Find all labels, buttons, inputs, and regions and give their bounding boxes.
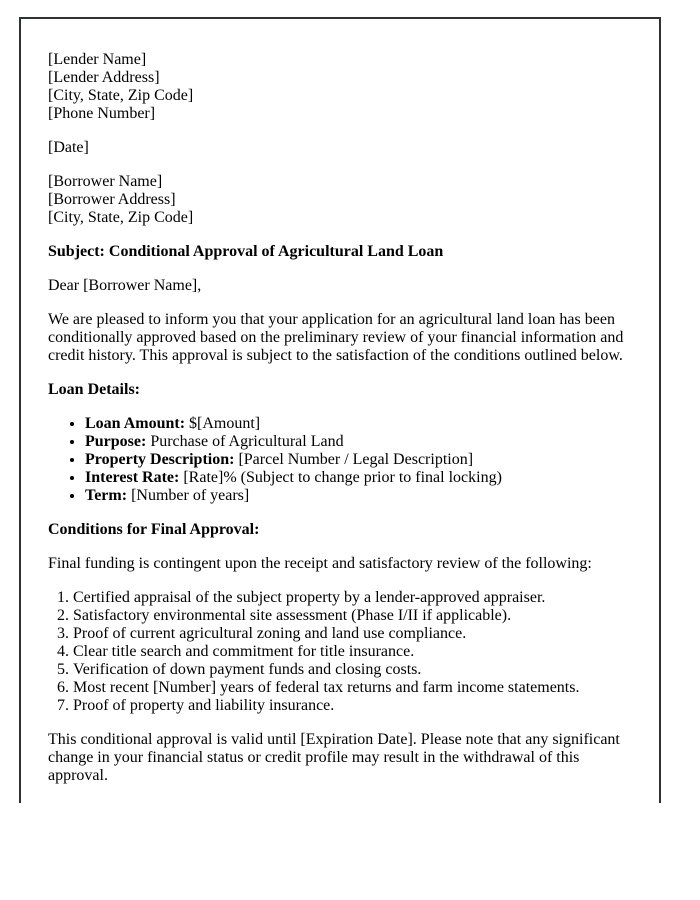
condition-item: 2. Satisfactory environmental site assessment (Phase I/II if applicable).	[73, 607, 630, 625]
loan-detail-value: [Parcel Number / Legal Description]	[238, 451, 474, 468]
loan-detail-item-term	[85, 487, 630, 505]
condition-item: 4. Clear title search and commitment for title insurance.	[73, 643, 630, 661]
loan-detail-value: Purchase of Agricultural Land	[150, 433, 344, 450]
conditions-list	[48, 589, 630, 715]
lender-address-line: [Lender Address]	[48, 69, 160, 86]
condition-item: 3. Proof of current agricultural zoning and land use compliance.	[73, 625, 630, 643]
loan-details-heading: Loan Details:	[48, 381, 140, 398]
loan-details-list	[48, 415, 630, 505]
loan-detail-label: Loan Amount:	[85, 415, 186, 432]
intro-paragraph: We are pleased to inform you that your application for an agricultural land loan has been conditionally approved based on the preliminary review of your financial information and credit history. This approval is subject to the satisfaction of the conditions outlined below.	[48, 311, 624, 364]
lender-phone-line: [Phone Number]	[48, 105, 156, 122]
conditions-heading: Conditions for Final Approval:	[48, 521, 260, 538]
loan-detail-item-property-description	[85, 451, 630, 469]
loan-detail-item-amount	[85, 415, 630, 433]
borrower-address-line: [Borrower Address]	[48, 191, 176, 208]
condition-item: 5. Verification of down payment funds and closing costs.	[73, 661, 630, 679]
loan-detail-label: Interest Rate:	[85, 469, 180, 486]
loan-detail-item-purpose	[85, 433, 630, 451]
loan-detail-value: [Number of years]	[131, 487, 250, 504]
lender-city-state-zip-line: [City, State, Zip Code]	[48, 87, 194, 104]
condition-item: 7. Proof of property and liability insurance.	[73, 697, 630, 715]
loan-detail-label: Term:	[85, 487, 128, 504]
loan-detail-value: [Rate]% (Subject to change prior to final locking)	[183, 469, 502, 486]
condition-item: 6. Most recent [Number] years of federal tax returns and farm income statements.	[73, 679, 630, 697]
lender-address-block	[48, 51, 630, 123]
borrower-name-line: [Borrower Name]	[48, 173, 163, 190]
loan-detail-value: $[Amount]	[189, 415, 261, 432]
condition-item: 1. Certified appraisal of the subject property by a lender-approved appraiser.	[73, 589, 630, 607]
conditions-intro: Final funding is contingent upon the receipt and satisfactory review of the following:	[48, 555, 592, 572]
borrower-address-block	[48, 173, 630, 227]
validity-paragraph: This conditional approval is valid until [Expiration Date]. Please note that any significant change in your financial status or credit profile may result in the withdrawal of this approval.	[48, 731, 620, 784]
loan-detail-label: Property Description:	[85, 451, 235, 468]
salutation: Dear [Borrower Name],	[48, 277, 202, 294]
borrower-city-state-zip-line: [City, State, Zip Code]	[48, 209, 194, 226]
loan-detail-item-interest-rate	[85, 469, 630, 487]
lender-name-line: [Lender Name]	[48, 51, 147, 68]
loan-detail-label: Purpose:	[85, 433, 147, 450]
letter-page	[19, 17, 661, 803]
subject-line: Subject: Conditional Approval of Agricultural Land Loan	[48, 243, 444, 260]
date-line: [Date]	[48, 139, 89, 156]
